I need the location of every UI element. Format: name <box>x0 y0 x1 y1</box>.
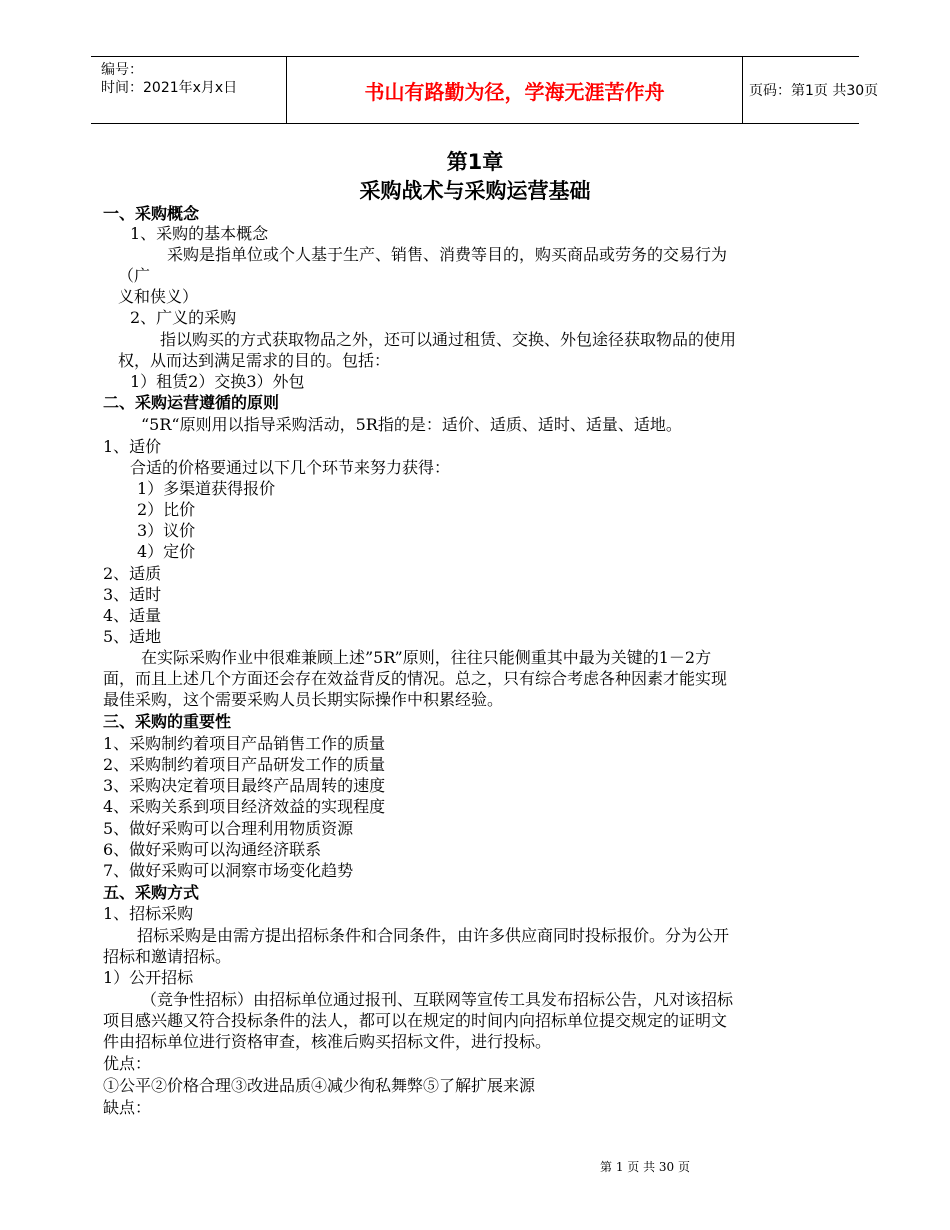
text-line: 3、采购决定着项目最终产品周转的速度 <box>103 776 386 795</box>
text-line: 最佳采购，这个需要采购人员长期实际操作中积累经验。 <box>103 690 504 709</box>
section-heading: 三、采购的重要性 <box>103 712 232 731</box>
text-line: 6、做好采购可以沟通经济联系 <box>103 840 322 859</box>
text-line: 5、适地 <box>103 627 162 646</box>
chapter-number: 第1章 <box>446 150 504 174</box>
text-line: （广 <box>118 266 151 285</box>
text-line: 1）租赁2）交换3）外包 <box>130 372 305 391</box>
text-line: （竞争性招标）由招标单位通过报刊、互联网等宣传工具发布招标公告，凡对该招标 <box>141 990 734 1009</box>
text-line: 2、广义的采购 <box>130 308 237 327</box>
text-line: 招标和邀请招标。 <box>103 947 232 966</box>
page-header <box>91 56 879 124</box>
header-page-cell <box>741 57 879 123</box>
text-line: 件由招标单位进行资格审查，核准后购买招标文件，进行投标。 <box>103 1032 552 1051</box>
text-line: 4、适量 <box>103 606 162 625</box>
text-line: 1、招标采购 <box>103 904 194 923</box>
text-line: 2、采购制约着项目产品研发工作的质量 <box>103 755 386 774</box>
document-time-label: 时间：2021年x月x日 <box>101 80 238 96</box>
text-line: 4）定价 <box>137 542 196 561</box>
text-line: 权，从而达到满足需求的目的。包括： <box>118 351 391 370</box>
text-line: 1、采购的基本概念 <box>130 224 269 243</box>
text-line: ①公平②价格合理③改进品质④减少徇私舞弊⑤了解扩展来源 <box>103 1076 536 1095</box>
text-line: 优点： <box>103 1054 152 1073</box>
section-heading: 五、采购方式 <box>103 883 200 902</box>
text-line: 7、做好采购可以洞察市场变化趋势 <box>103 861 354 880</box>
text-line: 5、做好采购可以合理利用物质资源 <box>103 819 354 838</box>
text-line: 指以购买的方式获取物品之外，还可以通过租赁、交换、外包途径获取物品的使用 <box>160 330 737 349</box>
text-line: 项目感兴趣又符合投标条件的法人，都可以在规定的时间内向招标单位提交规定的证明文 <box>103 1011 728 1030</box>
text-line: 合适的价格要通过以下几个环节来努力获得： <box>130 458 451 477</box>
header-page-info: 页码：第1页 共30页 <box>749 83 879 99</box>
text-line: 2、适质 <box>103 564 162 583</box>
text-line: 1、适价 <box>103 437 162 456</box>
page-footer: 第 1 页 共 30 页 <box>600 1160 690 1174</box>
text-line: 1、采购制约着项目产品销售工作的质量 <box>103 734 386 753</box>
text-line: 缺点： <box>103 1098 152 1117</box>
text-line: 面，而且上述几个方面还会存在效益背反的情况。总之，只有综合考虑各种因素才能实现 <box>103 669 728 688</box>
text-line: 义和侠义） <box>118 287 199 306</box>
chapter-title: 采购战术与采购运营基础 <box>359 179 591 203</box>
text-line: 3）议价 <box>137 521 196 540</box>
text-line: 3、适时 <box>103 585 162 604</box>
text-line: 采购是指单位或个人基于生产、销售、消费等目的，购买商品或劳务的交易行为 <box>167 245 728 264</box>
text-line: 2）比价 <box>137 500 196 519</box>
text-line: 1）公开招标 <box>103 968 194 987</box>
text-line: “5R“原则用以指导采购活动，5R指的是：适价、适质、适时、适量、适地。 <box>141 415 682 434</box>
document-number-label: 编号： <box>101 62 143 78</box>
text-line: 招标采购是由需方提出招标条件和合同条件，由许多供应商同时投标报价。分为公开 <box>137 926 730 945</box>
text-line: 在实际采购作业中很难兼顾上述”5R”原则，往往只能侧重其中最为关键的1－2方 <box>141 648 712 667</box>
text-line: 4、采购关系到项目经济效益的实现程度 <box>103 797 386 816</box>
header-meta-cell <box>91 57 286 123</box>
text-line: 1）多渠道获得报价 <box>137 479 276 498</box>
header-slogan: 书山有路勤为径，学海无涯苦作舟 <box>286 57 743 123</box>
section-heading: 一、采购概念 <box>103 204 200 223</box>
section-heading: 二、采购运营遵循的原则 <box>103 393 280 412</box>
